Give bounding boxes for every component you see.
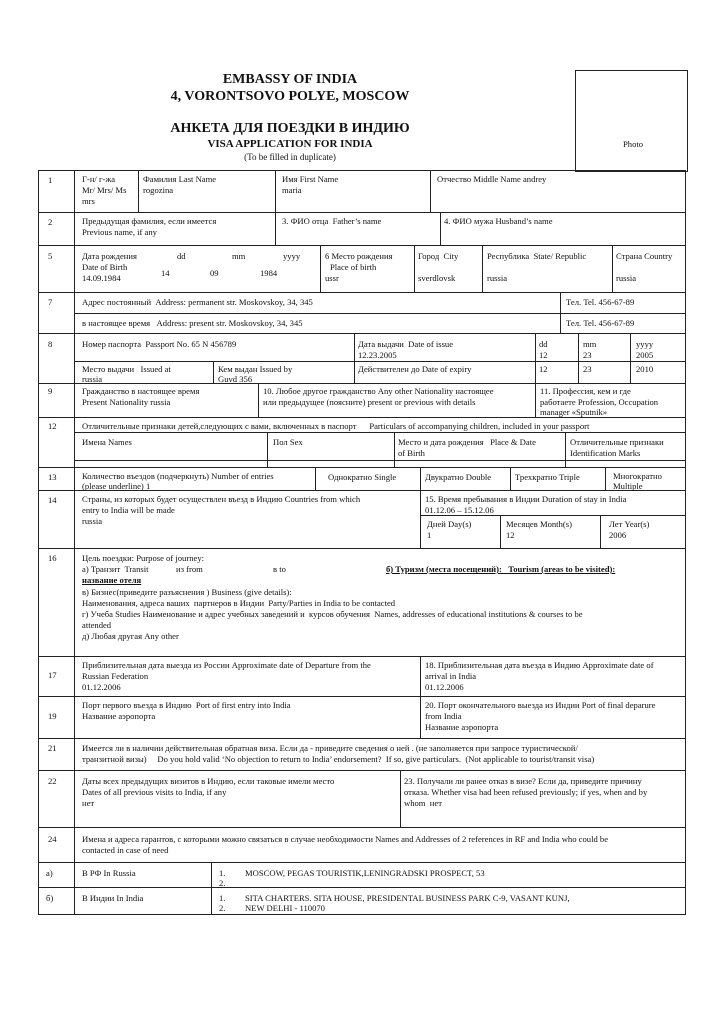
form-title-ru: АНКЕТА ДЛЯ ПОЕЗДКИ В ИНДИЮ xyxy=(170,121,410,136)
row-num-17: 17 xyxy=(48,670,57,680)
title-value[interactable]: mrs xyxy=(82,196,95,206)
entries-label: Количество въездов (подчеркнуть) Number of entries xyxy=(82,471,274,481)
final-port-airport[interactable]: Название аэропорта xyxy=(425,722,499,732)
nationality-label: Гражданство в настоящее время xyxy=(82,386,200,396)
reference-russia-1[interactable]: MOSCOW, PEGAS TOURISTIK,LENINGRADSKI PROSPECT, 53 xyxy=(245,868,485,878)
tel-permanent-field[interactable]: Тел. Tel. 456-67-89 xyxy=(566,297,635,307)
references-label-cont: contacted in case of need xyxy=(82,845,169,855)
first-name-value[interactable]: maria xyxy=(282,185,302,195)
permanent-address-field[interactable]: Адрес постоянный Address: permanent str. Moskovskoy, 34, 345 xyxy=(82,297,313,307)
row-num-9: 9 xyxy=(48,386,53,396)
reference-russia-num-1: 1. xyxy=(219,868,226,878)
row-num-22: 22 xyxy=(48,776,57,786)
children-particulars-label: Отличительные признаки детей,следующих с вами, включенных в паспорт Particulars of accompanying children, included in your passport xyxy=(82,421,590,431)
first-port-airport[interactable]: Название аэропорта xyxy=(82,711,156,721)
purpose-other[interactable]: д) Любая другая Any other xyxy=(82,631,179,641)
purpose-label: Цель поездки: Purpose of journey: xyxy=(82,553,205,563)
row-num-13: 13 xyxy=(48,472,57,482)
tel-present-field[interactable]: Тел. Tel. 456-67-89 xyxy=(566,318,635,328)
issue-date-label: Дата выдачи Date of issue xyxy=(358,339,454,349)
issue-date-value[interactable]: 12.23.2005 xyxy=(358,350,397,360)
passport-mm-label: mm xyxy=(583,339,597,349)
purpose-tourism[interactable]: б) Туризм (места посещений): Tourism (areas to be visited): xyxy=(386,564,616,574)
husband-name-field[interactable]: 4. ФИО мужа Husband’s name xyxy=(444,216,553,226)
entry-option-single[interactable]: Однократно Single xyxy=(328,472,397,482)
issue-month[interactable]: 23 xyxy=(583,350,592,360)
birthplace-label-en: Place of birth xyxy=(330,262,377,272)
visa-refused-value[interactable]: whom нет xyxy=(404,798,442,808)
purpose-hotel-name: название отеля xyxy=(82,575,142,585)
issued-by-value[interactable]: Guvd 356 xyxy=(218,374,253,384)
entry-option-multiple-ru[interactable]: Многократно xyxy=(613,471,662,481)
row-num-7: 7 xyxy=(48,297,53,307)
stay-months-label: Месяцев Month(s) xyxy=(506,519,572,529)
other-nationality-label-en: или предыдущее (поясните) present or previous with details xyxy=(263,397,476,407)
final-port-label-ru: 20. Порт окончательного выезда из Индии Port of final deparure xyxy=(425,700,656,710)
entry-countries-label-en: entry to India will be made xyxy=(82,505,175,515)
purpose-transit-to: в to xyxy=(273,564,286,574)
arrival-date-label-ru: 18. Приблизительная дата въезда в Индию Approximate date of xyxy=(425,660,654,670)
purpose-business-details: Наименования, адреса ваших партнеров в Индии Party/Parties in India to be contacted xyxy=(82,598,396,608)
row-num-5: 5 xyxy=(48,251,53,261)
stay-days-label: Дней Day(s) xyxy=(427,519,472,529)
purpose-studies-cont: attended xyxy=(82,620,112,630)
arrival-date-value[interactable]: 01.12.2006 xyxy=(425,682,464,692)
dob-label-en: Date of Birth xyxy=(82,262,128,272)
issued-by-label: Кем выдан Issued by xyxy=(218,364,293,374)
form-title-en: VISA APPLICATION FOR INDIA xyxy=(207,138,373,150)
dob-label-ru: Дата рождения xyxy=(82,251,137,261)
dob-value[interactable]: 14.09.1984 xyxy=(82,273,121,283)
title-label-ru: Г-н/ г-жа xyxy=(82,174,116,184)
dob-mm-label: mm xyxy=(232,251,246,261)
first-port-label: Порт первого въезда в Индию Port of first entry into India xyxy=(82,700,291,710)
stay-months-value[interactable]: 12 xyxy=(506,530,515,540)
stay-years-label: Лет Year(s) xyxy=(609,519,650,529)
row-num-24: 24 xyxy=(48,834,57,844)
arrival-date-label-en: arrival in India xyxy=(425,671,477,681)
previous-visits-label-en: Dates of all previous visits to India, if any xyxy=(82,787,227,797)
profession-label-ru: 11. Профессия, кем и где xyxy=(540,386,631,396)
row-num-b: б) xyxy=(46,893,54,903)
return-visa-label-ru: Имеется ли в наличии действительная обратная виза. Если да - приведите сведения о ней . (не заполняется при запросе туристической/ xyxy=(82,743,578,753)
issued-at-label: Место выдачи Issued at xyxy=(82,364,171,374)
reference-russia-num-2: 2. xyxy=(219,878,226,888)
children-marks-label-ru: Отличительные признаки xyxy=(570,437,664,447)
birthplace-label-ru: 6 Место рождения xyxy=(325,251,393,261)
passport-number-field[interactable]: Номер паспорта Passport No. 65 N 456789 xyxy=(82,339,237,349)
expiry-date-label: Действителен до Date of expiry xyxy=(358,364,472,374)
row-num-19: 19 xyxy=(48,711,57,721)
purpose-transit[interactable]: а) Транзит Transit xyxy=(82,564,149,574)
entry-countries-label-ru: Страны, из которых будет осуществлен въезд в Индию Countries from which xyxy=(82,494,361,504)
passport-yyyy-label: yyyy xyxy=(636,339,654,349)
reference-india-num-1: 1. xyxy=(219,893,226,903)
entry-option-multiple-en[interactable]: Multiple xyxy=(613,481,643,491)
embassy-name: EMBASSY OF INDIA xyxy=(222,72,358,87)
first-name-label: Имя First Name xyxy=(282,174,339,184)
previous-visits-value[interactable]: нет xyxy=(82,798,95,808)
profession-label-en: работаете Profession, Occupation xyxy=(540,397,659,407)
city-value[interactable]: sverdlovsk xyxy=(418,273,456,283)
other-nationality-label-ru: 10. Любое другое гражданство Any other Nationality настоящее xyxy=(263,386,494,396)
dob-year[interactable]: 1984 xyxy=(260,268,278,278)
photo-box xyxy=(575,70,688,172)
profession-value[interactable]: manager «Sputnik» xyxy=(540,407,608,417)
birthplace-value[interactable]: ussr xyxy=(325,273,339,283)
departure-date-value[interactable]: 01.12.2006 xyxy=(82,682,121,692)
purpose-studies[interactable]: г) Учеба Studies Наименование и адрес учебных заведений и курсов обучения Names, addresses of educational institutions & courses to be xyxy=(82,609,583,619)
row-num-8: 8 xyxy=(48,339,53,349)
entries-value[interactable]: (please underline) 1 xyxy=(82,481,151,491)
expiry-year[interactable]: 2010 xyxy=(636,364,654,374)
embassy-address: 4, VORONTSOVO POLYE, MOSCOW xyxy=(170,89,410,104)
departure-date-label-en: Russian Federation xyxy=(82,671,149,681)
children-sex-label: Пол Sex xyxy=(273,437,303,447)
reference-india-num-2: 2. xyxy=(219,903,226,913)
photo-label: Photo xyxy=(623,139,644,149)
reference-india-1[interactable]: SITA CHARTERS. SITA HOUSE, PRESIDENTAL BUSINESS PARK C-9, VASANT KUNJ, xyxy=(245,893,570,903)
entry-option-double[interactable]: Двукратно Double xyxy=(425,472,492,482)
reference-russia-label: В РФ In Russia xyxy=(82,868,136,878)
row-num-16: 16 xyxy=(48,553,57,563)
row-num-14: 14 xyxy=(48,495,57,505)
row-num-2: 2 xyxy=(48,217,53,227)
city-label: Город City xyxy=(418,251,459,261)
dob-yyyy-label: yyyy xyxy=(283,251,301,261)
republic-label: Республика State/ Republic xyxy=(487,251,587,261)
visa-refused-label-en: отказа. Whether visa had been refused previously; if yes, when and by xyxy=(404,787,648,797)
entry-countries-value[interactable]: russia xyxy=(82,516,103,526)
entry-option-triple[interactable]: Трехкратно Triple xyxy=(515,472,580,482)
expiry-month[interactable]: 23 xyxy=(583,364,592,374)
previous-name-label-ru: Предыдущая фамилия, если имеется xyxy=(82,216,217,226)
stay-days-value[interactable]: 1 xyxy=(427,530,432,540)
row-num-1: 1 xyxy=(48,175,53,185)
previous-name-label-en: Previous name, if any xyxy=(82,227,157,237)
reference-india-1-cont[interactable]: NEW DELHI - 110070 xyxy=(245,903,325,913)
dob-day[interactable]: 14 xyxy=(161,268,170,278)
row-num-12: 12 xyxy=(48,421,57,431)
purpose-business[interactable]: в) Бизнес(приведите разъяснения ) Business (give details): xyxy=(82,587,292,597)
previous-visits-label-ru: Даты всех предыдущих визитов в Индию, если таковые имели место xyxy=(82,776,335,786)
references-label: Имена и адреса гарантов, с которыми можно связаться в случае необходимости Names and Addresses of 2 references in RF and India who could be xyxy=(82,834,609,844)
passport-dd-label: dd xyxy=(539,339,548,349)
present-address-field[interactable]: в настоящее время Address: present str. Moskovskoy, 34, 345 xyxy=(82,318,303,328)
return-visa-label-en: транзитной визы) Do you hold valid ‘No objection to return to India’ endorsement? If so, give particulars. (Not applicable to tourist/transit visa) xyxy=(82,754,595,764)
children-birth-label-en: of Birth xyxy=(398,448,425,458)
children-birth-label-ru: Место и дата рождения Place & Date xyxy=(398,437,536,447)
purpose-transit-from: из from xyxy=(176,564,203,574)
row-num-a: a) xyxy=(46,868,53,878)
dob-month[interactable]: 09 xyxy=(210,268,219,278)
country-value[interactable]: russia xyxy=(616,273,637,283)
expiry-day[interactable]: 12 xyxy=(539,364,548,374)
father-name-field[interactable]: 3. ФИО отца Father’s name xyxy=(282,216,382,226)
departure-date-label-ru: Приблизительная дата выезда из России Approximate date of Departure from the xyxy=(82,660,371,670)
issue-year[interactable]: 2005 xyxy=(636,350,654,360)
issue-day[interactable]: 12 xyxy=(539,350,548,360)
issued-at-value[interactable]: russia xyxy=(82,374,103,384)
stay-duration-label: 15. Время пребывания в Индии Duration of stay in India xyxy=(425,494,627,504)
row-num-21: 21 xyxy=(48,743,57,753)
last-name-label: Фамилия Last Name xyxy=(143,174,217,184)
dob-dd-label: dd xyxy=(177,251,186,261)
children-names-label: Имена Names xyxy=(82,437,132,447)
republic-value[interactable]: russia xyxy=(487,273,508,283)
form-note: (To be filled in duplicate) xyxy=(244,152,336,162)
final-port-label-en: from India xyxy=(425,711,462,721)
reference-india-label: В Индии In India xyxy=(82,893,144,903)
last-name-value[interactable]: rogozina xyxy=(143,185,174,195)
visa-refused-label-ru: 23. Получали ли ранее отказ в визе? Если да, приведите причину xyxy=(404,776,642,786)
middle-name-field[interactable]: Отчество Middle Name andrey xyxy=(437,174,547,184)
nationality-value[interactable]: Present Nationality russia xyxy=(82,397,171,407)
stay-years-value[interactable]: 2006 xyxy=(609,530,627,540)
stay-duration-value[interactable]: 01.12.06 – 15.12.06 xyxy=(425,505,494,515)
country-label: Страна Country xyxy=(616,251,673,261)
title-label-en: Mr/ Mrs/ Ms xyxy=(82,185,127,195)
children-marks-label-en: Identification Marks xyxy=(570,448,641,458)
